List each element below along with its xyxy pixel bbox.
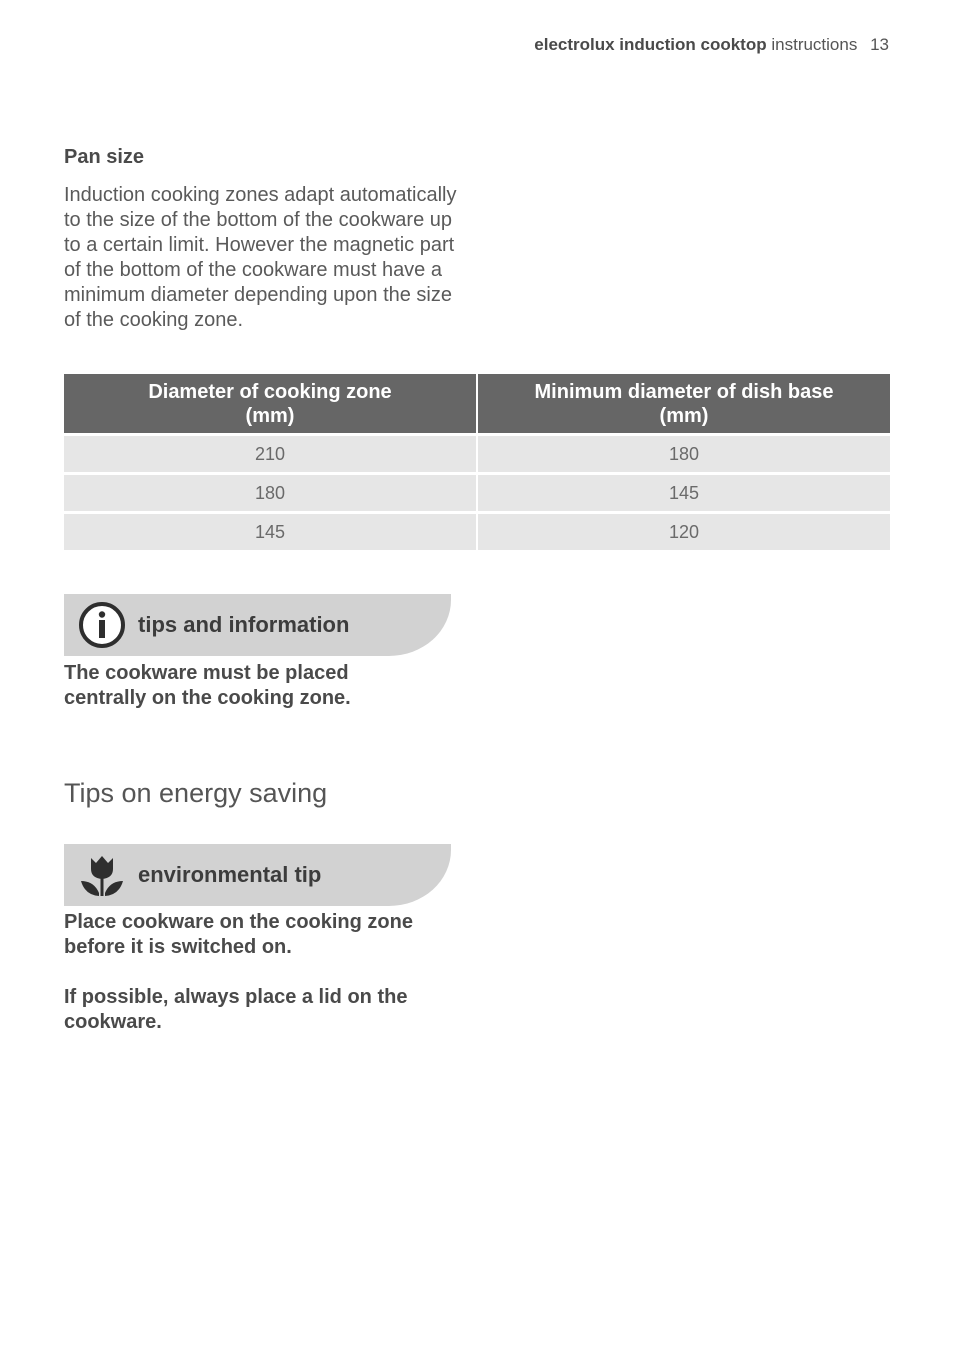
info-icon — [78, 601, 126, 649]
table-cell: 145 — [477, 474, 890, 513]
page-number: 13 — [870, 35, 889, 54]
tips-information-label: tips and information — [138, 612, 350, 637]
header-section: instructions — [771, 35, 858, 54]
tulip-icon — [78, 851, 126, 899]
table-cell: 145 — [64, 513, 477, 551]
energy-saving-heading: Tips on energy saving — [64, 778, 328, 808]
environmental-tip-text-2: If possible, always place a lid on the cookware. — [64, 986, 408, 1033]
table-cell: 210 — [64, 435, 477, 474]
table-cell: 180 — [64, 474, 477, 513]
table-row — [64, 474, 890, 513]
table-header-row — [64, 374, 890, 435]
table-cell: 120 — [477, 513, 890, 551]
tips-information-banner — [64, 594, 451, 656]
table-row — [64, 435, 890, 474]
pan-size-table — [64, 374, 890, 550]
table-header-cell: Diameter of cooking zone (mm) — [64, 374, 477, 435]
environmental-tip-banner — [64, 844, 451, 906]
pan-size-heading: Pan size — [64, 146, 145, 168]
table-row — [64, 513, 890, 551]
environmental-tip-label: environmental tip — [138, 862, 322, 887]
header-brand: electrolux induction cooktop — [534, 35, 767, 54]
environmental-tip-text-1: Place cookware on the cooking zone before it is switched on. — [64, 911, 413, 958]
table-cell: 180 — [477, 435, 890, 474]
table-header-cell: Minimum diameter of dish base (mm) — [477, 374, 890, 435]
tips-information-text: The cookware must be placed centrally on the cooking zone. — [64, 662, 351, 709]
pan-size-body: Induction cooking zones adapt automatically to the size of the bottom of the cookware up to a certain limit. However the magnetic part of the bottom of the cookware must have a minimum diameter depending upon the size of the cooking zone. — [64, 184, 457, 331]
page-header — [534, 35, 889, 55]
